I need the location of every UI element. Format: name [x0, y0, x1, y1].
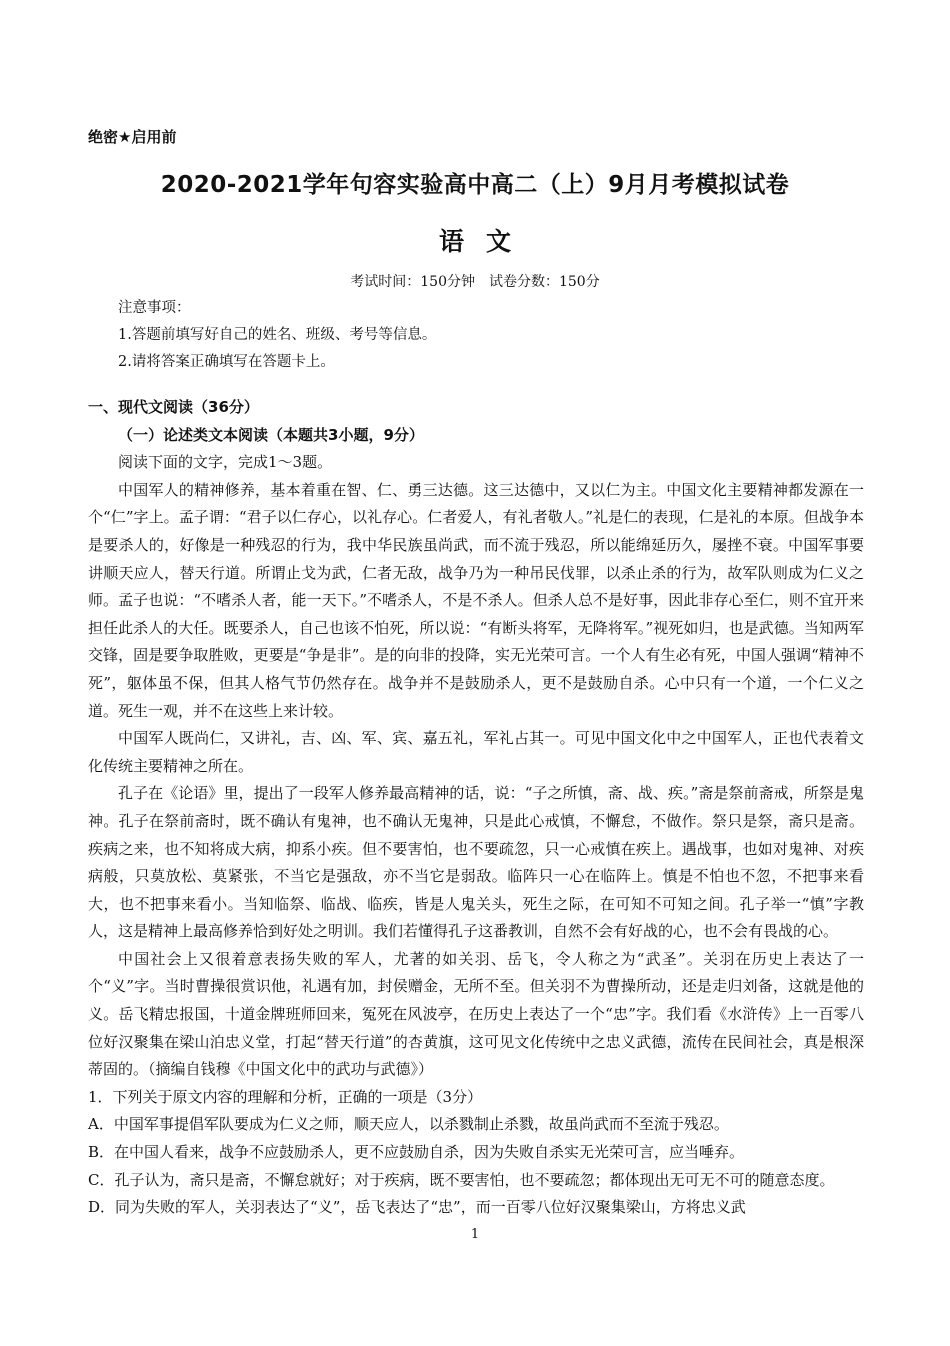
passage-paragraph: 中国军人既尚仁，又讲礼，吉、凶、军、宾、嘉五礼，军礼占其一。可见中国文化中之中国军人，正也代表着文化传统主要精神之所在。 — [88, 729, 864, 775]
passage-paragraph: 中国军人的精神修养，基本着重在智、仁、勇三达德。这三达德中，又以仁为主。中国文化主要精神都发源在一个“仁”字上。孟子谓：“君子以仁存心，以礼存心。仁者爱人，有礼者敬人。”礼是仁的表现，仁是礼的本原。但战争本是要杀人的，好像是一种残忍的行为，我中华民族虽尚武，而不流于残忍，所以能绵延历久，屡挫不衰。中国军事要讲顺天应人，替天行道。所谓止戈为武，仁者无敌，战争乃为一种吊民伐罪，以杀止杀的行为，故军队则成为仁义之师。孟子也说：“不嗜杀人者，能一天下。”不嗜杀人，不是不杀人。但杀人总不是好事，因此非存心至仁，则不宜开来担任此杀人的大任。既要杀人，自己也该不怕死，所以说：“有断头将军，无降将军。”视死如归，也是武德。当知两军交锋，固是要争取胜败，更要是“争是非”。是的向非的投降，实无光荣可言。一个人有生必有死，中国人强调“精神不死”，躯体虽不保，但其人格气节仍然存在。战争并不是鼓励杀人，更不是鼓励自杀。心中只有一个道，一个仁义之道。死生一观，并不在这些上来计较。 — [88, 480, 864, 720]
reading-instruction: 阅读下面的文字，完成1～3题。 — [118, 453, 333, 472]
passage-paragraph: 孔子在《论语》里，提出了一段军人修养最高精神的话，说：“子之所慎，斋、战、疾。”斋是祭前斋戒，所祭是鬼神。孔子在祭前斋时，既不确认有鬼神，也不确认无鬼神，只是此心戒慎，不懈怠，不做作。祭只是祭，斋只是斋。疾病之来，也不知将成大病，抑系小疾。但不要害怕，也不要疏忽，只一心戒慎在疾上。遇战事，也如对鬼神、对疾病般，只莫放松、莫紧张，不当它是强敌，亦不当它是弱敌。临阵只一心在临阵上。慎是不怕也不忽，不把事来看大，也不把事来看小。当知临祭、临战、临疾，皆是人鬼关头，死生之际，在可知不可知之间。孔子举一“慎”字教人，这是精神上最高修养恰到好处之明训。我们若懂得孔子这番教训，自然不会有好战的心，也不会有畏战的心。 — [88, 784, 864, 941]
reading-section — [88, 394, 864, 1222]
notes-heading: 注意事项： — [118, 300, 191, 316]
notes-block — [118, 295, 436, 376]
question-option-c: C．孔子认为，斋只是斋，不懈怠就好；对于疾病，既不要害怕，也不要疏忽；都体现出无可无不可的随意态度。 — [88, 1170, 835, 1189]
exam-info: 考试时间：150分钟 试卷分数：150分 — [350, 274, 600, 290]
question-option-a: A．中国军事提倡军队要成为仁义之师，顺天应人，以杀戮制止杀戮，故虽尚武而不至流于残忍。 — [88, 1115, 729, 1134]
subsection-heading: （一）论述类文本阅读（本题共3小题，9分） — [118, 425, 424, 444]
page-number: 1 — [470, 1227, 480, 1242]
exam-title: 2020-2021学年句容实验高中高二（上）9月月考模拟试卷 — [160, 172, 790, 198]
notes-item: 2.请将答案正确填写在答题卡上。 — [118, 354, 335, 370]
confidential-mark: 绝密★启用前 — [88, 128, 177, 146]
question-stem: 1．下列关于原文内容的理解和分析，正确的一项是（3分） — [88, 1087, 483, 1106]
passage-paragraph: 中国社会上又很着意表扬失败的军人，尤著的如关羽、岳飞，令人称之为“武圣”。关羽在历史上表达了一个“义”字。当时曹操很赏识他，礼遇有加，封侯赠金，无所不至。但关羽不为曹操所动，还是走归刘备，这就是他的义。岳飞精忠报国，十道金牌班师回来，冤死在风波亭，在历史上表达了一个“忠”字。我们看《水浒传》上一百零八位好汉聚集在梁山泊忠义堂，打起“替天行道”的杏黄旗，这可见文化传统中之忠义武德，流传在民间社会，真是根深蒂固的。（摘编自钱穆《中国文化中的武功与武德》） — [88, 949, 864, 1079]
question-option-d: D．同为失败的军人，关羽表达了“义”，岳飞表达了“忠”，而一百零八位好汉聚集梁山，方将忠义武 — [88, 1198, 746, 1217]
subject-title: 语文 — [438, 227, 533, 256]
notes-item: 1.答题前填写好自己的姓名、班级、考号等信息。 — [118, 327, 437, 343]
question-option-b: B．在中国人看来，战争不应鼓励杀人，更不应鼓励自杀，因为失败自杀实无光荣可言，应当唾弃。 — [88, 1143, 745, 1162]
section-heading: 一、现代文阅读（36分） — [88, 398, 259, 416]
